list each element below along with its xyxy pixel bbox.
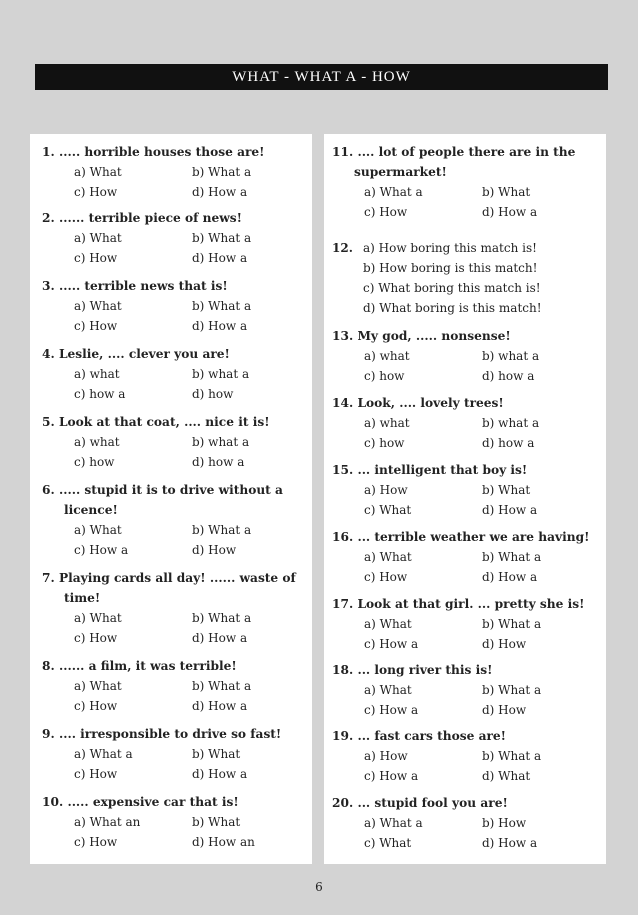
option-c: c) How a	[74, 543, 129, 557]
option-b: b) What	[482, 185, 531, 199]
question-17	[332, 594, 600, 654]
option-d: d) How a	[192, 185, 248, 199]
option-d: d) How a	[192, 631, 248, 645]
question-12	[332, 238, 542, 318]
question-stem: 7. Playing cards all day! ...... waste of	[42, 571, 296, 585]
question-stem: 11. .... lot of people there are in the	[332, 145, 576, 159]
question-stem: 20. ... stupid fool you are!	[332, 796, 508, 810]
option-a: a) what	[364, 349, 410, 363]
page-title: WHAT - WHAT A - HOW	[35, 64, 608, 90]
option-d: d) how a	[482, 369, 535, 383]
question-stem: 18. ... long river this is!	[332, 663, 493, 677]
question-stem-continued: licence!	[64, 503, 118, 517]
option-b: b) What a	[192, 611, 252, 625]
question-11	[332, 142, 600, 222]
question-10	[42, 792, 310, 852]
option-b: b) What a	[482, 550, 542, 564]
question-14	[332, 393, 600, 453]
question-stem: 8. ...... a film, it was terrible!	[42, 659, 237, 673]
option-d: d) How a	[192, 251, 248, 265]
option-c: c) how a	[74, 387, 126, 401]
option-d: d) How a	[192, 767, 248, 781]
question-stem: 15. ... intelligent that boy is!	[332, 463, 528, 477]
option-b: b) what a	[192, 435, 250, 449]
option-d: d) How a	[482, 503, 538, 517]
option-a: a) What	[74, 165, 122, 179]
question-stem: 13. My god, ..... nonsense!	[332, 329, 511, 343]
option-a: a) What a	[364, 816, 423, 830]
option-d: d) What	[482, 769, 531, 783]
question-stem: 14. Look, .... lovely trees!	[332, 396, 504, 410]
page-number: 6	[315, 880, 323, 894]
option-c: c) how	[74, 455, 115, 469]
question-20	[332, 793, 600, 853]
option-a: a) What	[74, 231, 122, 245]
option-b: b) What	[192, 815, 241, 829]
option-a: a) What	[74, 611, 122, 625]
question-stem: 6. ..... stupid it is to drive without a	[42, 483, 283, 497]
question-3	[42, 276, 310, 336]
question-stem: 19. ... fast cars those are!	[332, 729, 507, 743]
question-stem: 3. ..... terrible news that is!	[42, 279, 228, 293]
option-b: b) How boring is this match!	[363, 261, 538, 275]
option-b: b) What a	[192, 165, 252, 179]
option-c: c) How	[74, 319, 118, 333]
question-stem: 4. Leslie, .... clever you are!	[42, 347, 230, 361]
option-c: c) how	[364, 436, 405, 450]
option-d: d) How a	[192, 699, 248, 713]
option-d: d) How	[482, 703, 527, 717]
left-question-panel	[30, 134, 312, 864]
question-13	[332, 326, 600, 386]
option-b: b) What	[482, 483, 531, 497]
option-d: d) how a	[482, 436, 535, 450]
question-9	[42, 724, 310, 784]
option-d: d) How	[482, 637, 527, 651]
option-a: a) what	[74, 367, 120, 381]
option-a: a) How	[364, 749, 408, 763]
option-c: c) how	[364, 369, 405, 383]
option-c: c) How	[74, 185, 118, 199]
question-stem: 1. ..... horrible houses those are!	[42, 145, 265, 159]
question-stem-continued: supermarket!	[354, 165, 447, 179]
option-d: d) how a	[192, 455, 245, 469]
option-c: c) How	[364, 205, 408, 219]
question-18	[332, 660, 600, 720]
option-a: a) what	[74, 435, 120, 449]
option-b: b) What a	[192, 299, 252, 313]
option-c: c) How	[74, 699, 118, 713]
option-d: d) How	[192, 543, 237, 557]
option-a: a) What	[364, 550, 412, 564]
option-a: a) How boring this match is!	[363, 241, 537, 255]
option-b: b) What a	[192, 523, 252, 537]
option-b: b) How	[482, 816, 527, 830]
option-c: c) How	[74, 767, 118, 781]
option-d: d) How a	[482, 205, 538, 219]
option-b: b) What a	[192, 231, 252, 245]
option-a: a) What	[74, 299, 122, 313]
question-stem: 2. ...... terrible piece of news!	[42, 211, 242, 225]
question-16	[332, 527, 600, 587]
question-number: 12.	[332, 241, 353, 255]
option-c: c) How a	[364, 703, 419, 717]
option-d: d) What boring is this match!	[363, 301, 542, 315]
question-stem: 16. ... terrible weather we are having!	[332, 530, 590, 544]
question-stem: 10. ..... expensive car that is!	[42, 795, 239, 809]
option-c: c) What	[364, 503, 412, 517]
option-c: c) What	[364, 836, 412, 850]
option-a: a) How	[364, 483, 408, 497]
option-c: c) How a	[364, 769, 419, 783]
option-b: b) What a	[482, 683, 542, 697]
option-a: a) What	[74, 523, 122, 537]
option-b: b) What a	[192, 679, 252, 693]
question-5	[42, 412, 310, 472]
question-stem: 9. .... irresponsible to drive so fast!	[42, 727, 282, 741]
question-stem-continued: time!	[64, 591, 101, 605]
question-1	[42, 142, 310, 202]
question-2	[42, 208, 310, 268]
option-b: b) what a	[482, 349, 540, 363]
option-a: a) What an	[74, 815, 141, 829]
option-d: d) How a	[482, 570, 538, 584]
option-a: a) What a	[364, 185, 423, 199]
option-c: c) How	[364, 570, 408, 584]
option-a: a) What	[364, 617, 412, 631]
option-b: b) What a	[482, 749, 542, 763]
option-b: b) what a	[192, 367, 250, 381]
option-a: a) What a	[74, 747, 133, 761]
right-question-panel	[324, 134, 606, 864]
option-c: c) How	[74, 251, 118, 265]
question-15	[332, 460, 600, 520]
question-stem: 17. Look at that girl. ... pretty she is!	[332, 597, 585, 611]
option-a: a) What	[74, 679, 122, 693]
option-c: c) What boring this match is!	[363, 281, 541, 295]
option-d: d) How a	[192, 319, 248, 333]
option-b: b) What a	[482, 617, 542, 631]
question-8	[42, 656, 310, 716]
option-b: b) What	[192, 747, 241, 761]
option-c: c) How	[74, 631, 118, 645]
option-a: a) what	[364, 416, 410, 430]
question-4	[42, 344, 310, 404]
option-c: c) How a	[364, 637, 419, 651]
option-b: b) what a	[482, 416, 540, 430]
question-stem: 5. Look at that coat, .... nice it is!	[42, 415, 270, 429]
option-d: d) How an	[192, 835, 255, 849]
question-19	[332, 726, 600, 786]
question-6	[42, 480, 310, 560]
option-d: d) How a	[482, 836, 538, 850]
option-d: d) how	[192, 387, 234, 401]
option-a: a) What	[364, 683, 412, 697]
option-c: c) How	[74, 835, 118, 849]
question-7	[42, 568, 310, 648]
